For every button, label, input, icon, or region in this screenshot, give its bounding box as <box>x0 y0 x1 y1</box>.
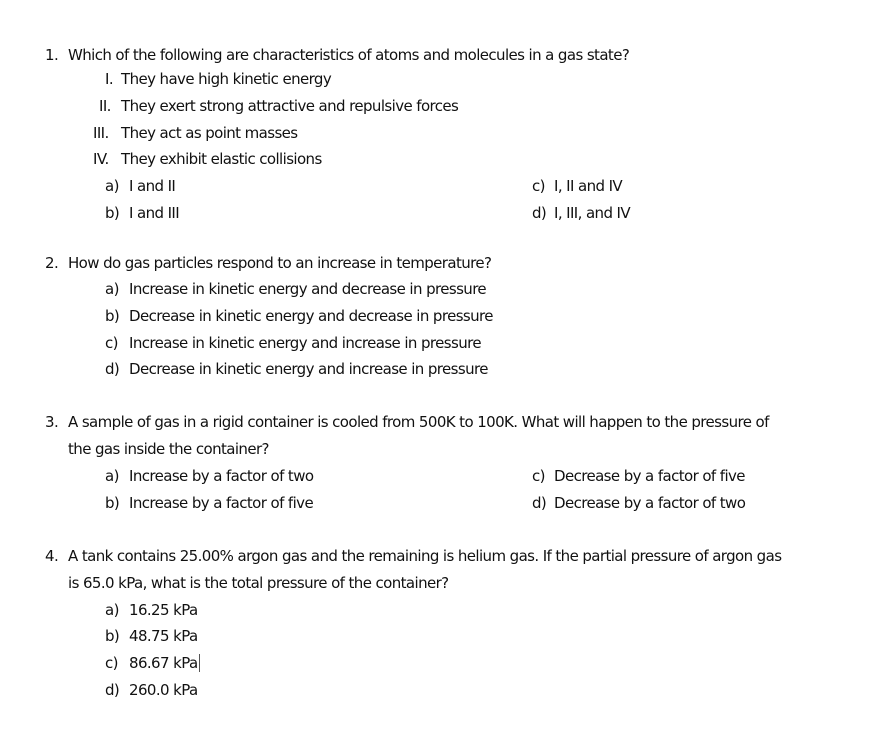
choice-letter: a) <box>105 177 119 195</box>
choice-letter: d) <box>532 494 547 512</box>
choice-text: 86.67 kPa <box>129 654 198 672</box>
question-number: 3. <box>45 413 59 431</box>
choice-text: Increase in kinetic energy and increase in pressure <box>129 334 481 352</box>
statement-number: IV. <box>93 150 109 168</box>
text-cursor <box>199 654 200 672</box>
choice-letter: c) <box>532 467 545 485</box>
choice-letter: d) <box>532 204 547 222</box>
question-stem-continued: is 65.0 kPa, what is the total pressure of the container? <box>68 574 449 592</box>
statement-text: They act as point masses <box>121 124 298 142</box>
question-number: 2. <box>45 254 59 272</box>
choice-letter: d) <box>105 681 120 699</box>
question-stem: A tank contains 25.00% argon gas and the remaining is helium gas. If the partial pressure of argon gas <box>68 547 782 565</box>
choice-text: 260.0 kPa <box>129 681 198 699</box>
choice-letter: b) <box>105 627 120 645</box>
choice-text: Decrease by a factor of five <box>554 467 745 485</box>
choice-letter: b) <box>105 494 120 512</box>
choice-letter: b) <box>105 307 120 325</box>
statement-number: III. <box>93 124 109 142</box>
choice-text: I and II <box>129 177 176 195</box>
choice-text: Decrease in kinetic energy and decrease in pressure <box>129 307 493 325</box>
choice-letter: c) <box>105 654 118 672</box>
choice-text: 16.25 kPa <box>129 601 198 619</box>
statement-text: They exert strong attractive and repulsive forces <box>121 97 459 115</box>
choice-letter: a) <box>105 467 119 485</box>
choice-text: Decrease in kinetic energy and increase in pressure <box>129 360 488 378</box>
statement-number: I. <box>105 70 113 88</box>
choice-letter: d) <box>105 360 120 378</box>
choice-row[interactable] <box>129 654 200 672</box>
question-number: 1. <box>45 46 59 64</box>
choice-text: I, II and IV <box>554 177 623 195</box>
question-stem: A sample of gas in a rigid container is cooled from 500K to 100K. What will happen to the pressure of <box>68 413 769 431</box>
choice-text: Increase by a factor of two <box>129 467 314 485</box>
choice-text: I, III, and IV <box>554 204 631 222</box>
choice-text: I and III <box>129 204 180 222</box>
question-number: 4. <box>45 547 59 565</box>
choice-text: Increase in kinetic energy and decrease in pressure <box>129 280 487 298</box>
choice-text: 48.75 kPa <box>129 627 198 645</box>
choice-letter: a) <box>105 601 119 619</box>
choice-text: Increase by a factor of five <box>129 494 314 512</box>
question-stem: Which of the following are characteristics of atoms and molecules in a gas state? <box>68 46 630 64</box>
choice-text: Decrease by a factor of two <box>554 494 746 512</box>
statement-text: They have high kinetic energy <box>121 70 332 88</box>
statement-number: II. <box>99 97 111 115</box>
question-stem-continued: the gas inside the container? <box>68 440 269 458</box>
choice-letter: b) <box>105 204 120 222</box>
statement-text: They exhibit elastic collisions <box>121 150 322 168</box>
choice-letter: c) <box>532 177 545 195</box>
choice-letter: a) <box>105 280 119 298</box>
question-stem: How do gas particles respond to an increase in temperature? <box>68 254 492 272</box>
choice-letter: c) <box>105 334 118 352</box>
